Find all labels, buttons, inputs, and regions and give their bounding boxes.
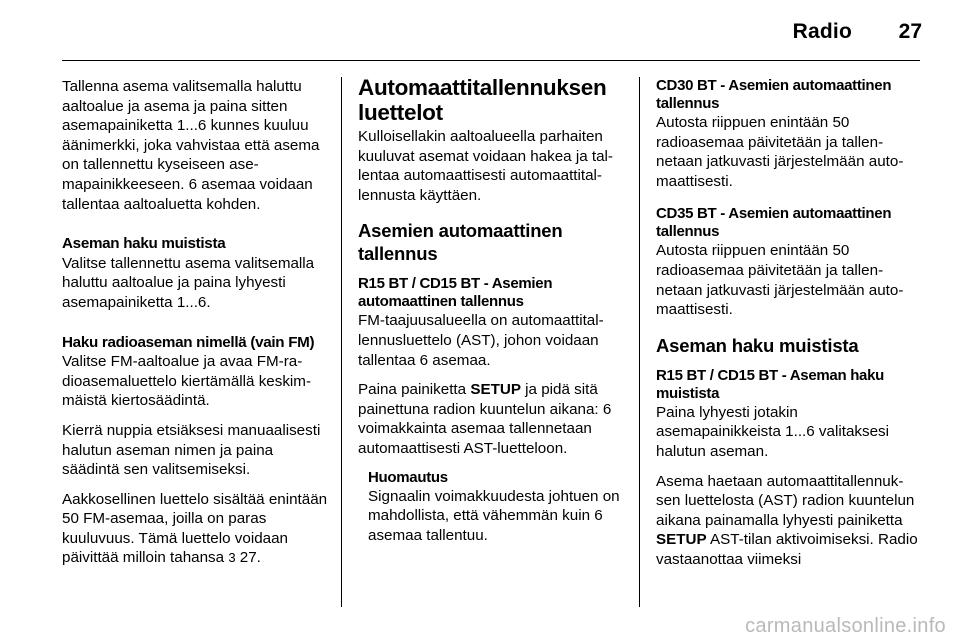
note-box bbox=[368, 469, 624, 546]
heading-search-by-name: Haku radioaseman nimellä (vain FM) bbox=[62, 333, 315, 351]
paragraph-ast-recall: Asema haetaan automaattitallennuksen luettelosta (AST) radion kuuntelun aikana painamalla lyhyesti painiketta SETUP AST-tilan aktivoimiseksi. Radio vastaanottaa viimeksi bbox=[656, 472, 918, 568]
paragraph-recall-station: Valitse tallennettu asema valitsemalla haluttu aaltoalue ja paina lyhyesti asemapainiketta 1...6. bbox=[62, 254, 315, 311]
heading-autostore-lists: Automaattitallennuksen luettelot bbox=[358, 75, 607, 125]
heading-autostore: Asemien automaattinen tallennus bbox=[358, 220, 563, 265]
column-divider-2 bbox=[639, 77, 640, 607]
page-ref-arrow-icon: 3 bbox=[228, 550, 236, 566]
paragraph-press-station-button: Paina lyhyesti jotakin asemapainikkeista 1...6 valitaksesi halutun aseman. bbox=[656, 403, 889, 460]
heading-r15-cd15-autostore: R15 BT / CD15 BT - Asemien automaattinen tallennus bbox=[358, 275, 553, 311]
paragraph-press-setup: Paina painiketta SETUP ja pidä sitä painettuna radion kuuntelun aikana: 6 voimakkainta asemaa tallennetaan automaattisesti AST-luetteloon. bbox=[358, 381, 612, 457]
paragraph-alphabetical-list: Aakkosellinen luettelo sisältää enintään 50 FM-asemaa, joilla on paras kuuluvuus. Tämä luettelo voidaan päivittää milloin tahansa 3 27. bbox=[62, 490, 328, 567]
page-header bbox=[0, 0, 960, 56]
paragraph-autostore-intro: Kulloisellakin aaltoalueella parhaiten kuuluvat asemat voidaan hakea ja tallentaa automaattisesti automaattitallennusta käyttäen. bbox=[358, 128, 613, 204]
setup-button-label: SETUP bbox=[470, 381, 521, 399]
heading-r15-cd15-recall: R15 BT / CD15 BT - Aseman haku muistista bbox=[656, 366, 885, 402]
page-number: 27 bbox=[898, 20, 922, 43]
note-title: Huomautus bbox=[368, 468, 448, 486]
column-3 bbox=[656, 77, 922, 580]
paragraph-ast-list: FM-taajuusalueella on automaattitallennusluettelo (AST), johon voidaan tallentaa 6 asemaa. bbox=[358, 312, 604, 369]
header-rule bbox=[62, 60, 920, 61]
paragraph-store-station: Tallenna asema valitsemalla haluttu aaltoalue ja asema ja paina sitten asemapainiketta 1...6 kunnes kuuluu äänimerkki, joka vahvistaa että asema on tallennettu kyseiseen asemapainikkeeseen. 6 asemaa voidaan tallentaa aaltoaluetta kohden. bbox=[62, 78, 320, 213]
heading-recall: Aseman haku muistista bbox=[656, 334, 859, 356]
heading-cd30-autostore: CD30 BT - Asemien automaattinen tallennus bbox=[656, 77, 892, 112]
column-divider-1 bbox=[341, 77, 342, 607]
heading-cd35-autostore: CD35 BT - Asemien automaattinen tallennus bbox=[656, 205, 892, 241]
watermark: carmanualsonline.info bbox=[745, 615, 946, 637]
note-text: Signaalin voimakkuudesta johtuen on mahdollista, että vähemmän kuin 6 asemaa tallentuu. bbox=[368, 487, 620, 544]
heading-recall-station: Aseman haku muistista bbox=[62, 235, 226, 253]
column-2 bbox=[358, 75, 624, 555]
paragraph-turn-knob: Kierrä nuppia etsiäksesi manuaalisesti halutun aseman nimen ja paina säädintä sen valitsemiseksi. bbox=[62, 421, 321, 479]
paragraph-select-fm: Valitse FM-aaltoalue ja avaa FM-radioasemaluettelo kiertämällä keskimmäistä kiertosäädintä. bbox=[62, 353, 312, 410]
section-title: Radio bbox=[792, 20, 852, 43]
column-1 bbox=[62, 77, 328, 578]
paragraph-cd30: Autosta riippuen enintään 50 radioasemaa päivitetään ja tallennetaan jatkuvasti järjestelmään automaattisesti. bbox=[656, 114, 904, 190]
page-reference-link[interactable]: 27. bbox=[235, 549, 261, 567]
paragraph-cd35: Autosta riippuen enintään 50 radioasemaa päivitetään ja tallennetaan jatkuvasti järjestelmään automaattisesti. bbox=[656, 242, 904, 319]
setup-button-label-2: SETUP bbox=[656, 531, 707, 549]
